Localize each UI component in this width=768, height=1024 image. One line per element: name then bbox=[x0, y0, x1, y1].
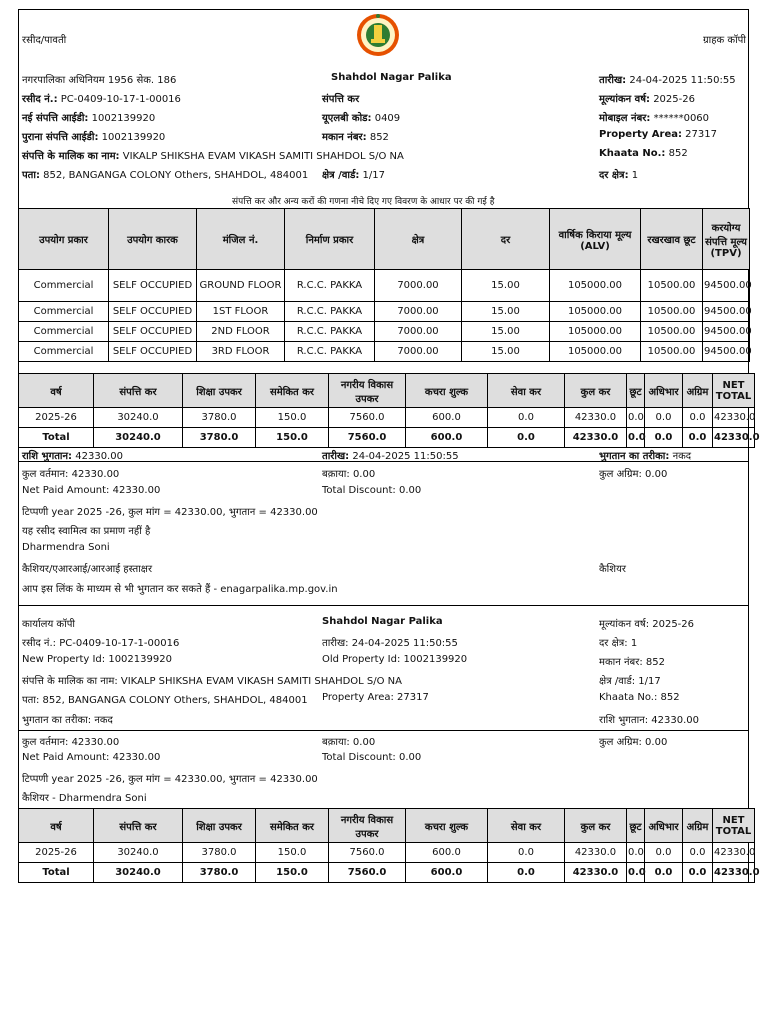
assessment-year-field: मूल्यांकन वर्ष: 2025-26 bbox=[599, 94, 695, 105]
table-cell: 105000.00 bbox=[550, 342, 641, 362]
table-cell: 7000.00 bbox=[375, 302, 462, 322]
divider bbox=[18, 730, 749, 731]
table-cell: 0.0 bbox=[645, 843, 683, 863]
org-name: Shahdol Nagar Palika bbox=[331, 72, 452, 83]
office-house-number: मकान नंबर: 852 bbox=[599, 657, 665, 668]
table-cell: 10500.00 bbox=[641, 322, 703, 342]
usage-header-cell: उपयोग प्रकार bbox=[19, 209, 109, 270]
table-cell: Commercial bbox=[19, 322, 109, 342]
tax-header-cell: संपत्ति कर bbox=[94, 809, 183, 843]
table-cell: 3780.0 bbox=[183, 843, 256, 863]
table-cell: 10500.00 bbox=[641, 342, 703, 362]
usage-table bbox=[18, 208, 750, 362]
table-cell: 3RD FLOOR bbox=[197, 342, 285, 362]
receipt-type-label: रसीद/पावती bbox=[22, 35, 67, 46]
tax-header-cell: समेकित कर bbox=[256, 809, 329, 843]
table-cell: 150.0 bbox=[256, 843, 329, 863]
table-cell: 0.0 bbox=[645, 408, 683, 428]
table-cell: 0.0 bbox=[683, 863, 713, 883]
table-cell: 10500.00 bbox=[641, 302, 703, 322]
table-row bbox=[19, 408, 755, 428]
table-cell: 2ND FLOOR bbox=[197, 322, 285, 342]
table-cell: R.C.C. PAKKA bbox=[285, 322, 375, 342]
tax-header-cell: कचरा शुल्क bbox=[406, 374, 488, 408]
table-cell: 42330.0 bbox=[713, 843, 755, 863]
table-cell: 0.0 bbox=[488, 843, 565, 863]
tax-header-cell: कुल कर bbox=[565, 374, 627, 408]
table-cell: 15.00 bbox=[462, 302, 550, 322]
table-cell: 0.0 bbox=[488, 863, 565, 883]
table-cell: 42330.0 bbox=[713, 408, 755, 428]
table-cell: 150.0 bbox=[256, 428, 329, 448]
payment-date-field: तारीख: 24-04-2025 11:50:55 bbox=[322, 451, 459, 462]
table-cell: 0.0 bbox=[683, 408, 713, 428]
table-cell: 0.0 bbox=[627, 408, 645, 428]
tax-header-cell: सेवा कर bbox=[488, 809, 565, 843]
tax-header-cell: NET TOTAL bbox=[713, 374, 755, 408]
arrear-field: बक़ाया: 0.00 bbox=[322, 469, 376, 480]
table-cell: 0.0 bbox=[627, 428, 645, 448]
table-cell: SELF OCCUPIED bbox=[109, 322, 197, 342]
table-cell: 42330.0 bbox=[565, 428, 627, 448]
divider bbox=[18, 461, 749, 462]
table-cell: 600.0 bbox=[406, 428, 488, 448]
table-cell: 150.0 bbox=[256, 408, 329, 428]
table-cell: 0.0 bbox=[488, 428, 565, 448]
office-current-total: कुल वर्तमान: 42330.00 bbox=[22, 737, 120, 748]
cashier-label: कैशियर bbox=[599, 564, 626, 575]
table-cell: Commercial bbox=[19, 270, 109, 302]
mp-emblem-logo bbox=[356, 13, 400, 57]
table-row bbox=[19, 270, 750, 302]
ulb-code-field: यूएलबी कोड: 0409 bbox=[322, 113, 401, 124]
table-cell: 30240.0 bbox=[94, 843, 183, 863]
office-ward: क्षेत्र /वार्ड: 1/17 bbox=[599, 676, 661, 687]
cashier-name: Dharmendra Soni bbox=[22, 542, 110, 553]
office-date: तारीख: 24-04-2025 11:50:55 bbox=[322, 638, 458, 649]
tax-table-header bbox=[19, 809, 755, 843]
table-row bbox=[19, 342, 750, 362]
total-row bbox=[19, 863, 755, 883]
table-cell: 600.0 bbox=[406, 843, 488, 863]
payment-mode-field: भुगतान का तरीका: नकद bbox=[599, 451, 692, 462]
usage-header-cell: रखरखाव छूट bbox=[641, 209, 703, 270]
tax-header-cell: छूट bbox=[627, 809, 645, 843]
office-net-paid: Net Paid Amount: 42330.00 bbox=[22, 752, 161, 763]
table-cell: 15.00 bbox=[462, 342, 550, 362]
table-cell: 7000.00 bbox=[375, 322, 462, 342]
mobile-field: मोबाइल नंबर: ******0060 bbox=[599, 113, 710, 124]
table-cell: 1ST FLOOR bbox=[197, 302, 285, 322]
tax-header-cell: वर्ष bbox=[19, 374, 94, 408]
tax-header-cell: अग्रिम bbox=[683, 809, 713, 843]
net-paid-amount: Net Paid Amount: 42330.00 bbox=[22, 485, 161, 496]
total-discount: Total Discount: 0.00 bbox=[322, 485, 422, 496]
section-divider bbox=[18, 605, 749, 606]
tax-header-cell: छूट bbox=[627, 374, 645, 408]
office-address: पता: 852, BANGANGA COLONY Others, SHAHDOL, 484001 bbox=[22, 695, 308, 706]
usage-header-cell: दर bbox=[462, 209, 550, 270]
office-old-property-id: Old Property Id: 1002139920 bbox=[322, 654, 468, 665]
table-cell: 42330.0 bbox=[713, 428, 755, 448]
table-cell: Commercial bbox=[19, 302, 109, 322]
owner-name-field: संपत्ति के मालिक का नाम: VIKALP SHIKSHA EVAM VIKASH SAMITI SHAHDOL S/O NA bbox=[22, 151, 404, 162]
office-payment-mode: भुगतान का तरीका: नकद bbox=[22, 715, 113, 726]
usage-header-cell: मंजिल नं. bbox=[197, 209, 285, 270]
usage-header-cell: क्षेत्र bbox=[375, 209, 462, 270]
table-cell: Total bbox=[19, 863, 94, 883]
tax-header-cell: शिक्षा उपकर bbox=[183, 809, 256, 843]
khaata-field: Khaata No.: 852 bbox=[599, 148, 688, 159]
table-cell: 600.0 bbox=[406, 408, 488, 428]
table-row bbox=[19, 302, 750, 322]
table-cell: 30240.0 bbox=[94, 408, 183, 428]
tax-header-cell: अग्रिम bbox=[683, 374, 713, 408]
tax-header-cell: नगरीय विकास उपकर bbox=[329, 374, 406, 408]
office-assessment-year: मूल्यांकन वर्ष: 2025-26 bbox=[599, 619, 695, 630]
address-field: पता: 852, BANGANGA COLONY Others, SHAHDOL, 484001 bbox=[22, 170, 309, 181]
tax-header-cell: समेकित कर bbox=[256, 374, 329, 408]
table-cell: 3780.0 bbox=[183, 863, 256, 883]
rate-zone-field: दर क्षेत्र: 1 bbox=[599, 170, 639, 181]
table-cell: Commercial bbox=[19, 342, 109, 362]
table-cell: R.C.C. PAKKA bbox=[285, 270, 375, 302]
office-copy-label: कार्यालय कॉपी bbox=[22, 619, 75, 630]
table-cell: 105000.00 bbox=[550, 270, 641, 302]
tax-header-cell: सेवा कर bbox=[488, 374, 565, 408]
table-cell: 0.0 bbox=[683, 843, 713, 863]
table-cell: 7000.00 bbox=[375, 270, 462, 302]
table-cell: 7560.0 bbox=[329, 843, 406, 863]
table-cell: 2025-26 bbox=[19, 408, 94, 428]
table-cell: 7560.0 bbox=[329, 863, 406, 883]
table-cell: 15.00 bbox=[462, 270, 550, 302]
table-cell: 600.0 bbox=[406, 863, 488, 883]
table-cell: 105000.00 bbox=[550, 322, 641, 342]
usage-header-cell: करयोग्य संपत्ति मूल्य (TPV) bbox=[703, 209, 750, 270]
table-cell: Total bbox=[19, 428, 94, 448]
receipt-number-field: रसीद नं.: PC-0409-10-17-1-00016 bbox=[22, 94, 181, 105]
table-cell: R.C.C. PAKKA bbox=[285, 342, 375, 362]
tax-header-cell: कुल कर bbox=[565, 809, 627, 843]
table-cell: SELF OCCUPIED bbox=[109, 342, 197, 362]
remark: टिप्पणी year 2025 -26, कुल मांग = 42330.00, भुगतान = 42330.00 bbox=[22, 507, 318, 518]
office-advance: कुल अग्रिम: 0.00 bbox=[599, 737, 668, 748]
table-cell: 30240.0 bbox=[94, 863, 183, 883]
table-cell: 2025-26 bbox=[19, 843, 94, 863]
signature-label: कैशियर/एआरआई/आरआई हस्ताक्षर bbox=[22, 564, 153, 575]
table-cell: 7560.0 bbox=[329, 408, 406, 428]
table-cell: SELF OCCUPIED bbox=[109, 302, 197, 322]
table-cell: GROUND FLOOR bbox=[197, 270, 285, 302]
office-khaata: Khaata No.: 852 bbox=[599, 692, 680, 703]
calculation-note: संपत्ति कर और अन्य करों की गणना नीचे दिए गए विवरण के आधार पर की गई है bbox=[232, 197, 495, 207]
table-cell: 42330.0 bbox=[565, 863, 627, 883]
table-cell: 0.0 bbox=[683, 428, 713, 448]
office-receipt-number: रसीद नं.: PC-0409-10-17-1-00016 bbox=[22, 638, 180, 649]
tax-header-cell: नगरीय विकास उपकर bbox=[329, 809, 406, 843]
advance-field: कुल अग्रिम: 0.00 bbox=[599, 469, 668, 480]
usage-header-cell: वार्षिक किराया मूल्य (ALV) bbox=[550, 209, 641, 270]
new-property-id-field: नई संपत्ति आईडी: 1002139920 bbox=[22, 113, 156, 124]
table-cell: 94500.00 bbox=[703, 302, 750, 322]
table-cell: R.C.C. PAKKA bbox=[285, 302, 375, 322]
office-remark: टिप्पणी year 2025 -26, कुल मांग = 42330.00, भुगतान = 42330.00 bbox=[22, 774, 318, 785]
house-number-field: मकान नंबर: 852 bbox=[322, 132, 389, 143]
office-arrear: बक़ाया: 0.00 bbox=[322, 737, 376, 748]
office-org-name: Shahdol Nagar Palika bbox=[322, 616, 443, 627]
table-cell: 0.0 bbox=[627, 843, 645, 863]
tax-header-cell: NET TOTAL bbox=[713, 809, 755, 843]
tax-type: संपत्ति कर bbox=[322, 94, 360, 105]
usage-header-cell: उपयोग कारक bbox=[109, 209, 197, 270]
table-cell: SELF OCCUPIED bbox=[109, 270, 197, 302]
table-cell: 30240.0 bbox=[94, 428, 183, 448]
table-cell: 0.0 bbox=[627, 863, 645, 883]
tax-header-cell: अधिभार bbox=[645, 374, 683, 408]
ownership-disclaimer: यह रसीद स्वामित्व का प्रमाण नहीं है bbox=[22, 526, 151, 537]
ward-field: क्षेत्र /वार्ड: 1/17 bbox=[322, 170, 385, 181]
tax-header-cell: शिक्षा उपकर bbox=[183, 374, 256, 408]
office-tax-table bbox=[18, 808, 760, 883]
tax-table bbox=[18, 373, 760, 448]
table-cell: 42330.0 bbox=[713, 863, 755, 883]
office-rate-zone: दर क्षेत्र: 1 bbox=[599, 638, 638, 649]
office-amount-paid: राशि भुगतान: 42330.00 bbox=[599, 715, 700, 726]
table-cell: 3780.0 bbox=[183, 428, 256, 448]
table-cell: 15.00 bbox=[462, 322, 550, 342]
tax-header-cell: संपत्ति कर bbox=[94, 374, 183, 408]
tax-header-cell: वर्ष bbox=[19, 809, 94, 843]
usage-table-header bbox=[19, 209, 750, 270]
table-cell: 10500.00 bbox=[641, 270, 703, 302]
usage-header-cell: निर्माण प्रकार bbox=[285, 209, 375, 270]
table-cell: 7000.00 bbox=[375, 342, 462, 362]
table-cell: 42330.0 bbox=[565, 408, 627, 428]
property-area-field: Property Area: 27317 bbox=[599, 129, 717, 140]
current-total-field: कुल वर्तमान: 42330.00 bbox=[22, 469, 120, 480]
date-field: तारीख: 24-04-2025 11:50:55 bbox=[599, 75, 736, 86]
table-cell: 94500.00 bbox=[703, 342, 750, 362]
office-discount: Total Discount: 0.00 bbox=[322, 752, 422, 763]
table-cell: 3780.0 bbox=[183, 408, 256, 428]
table-cell: 105000.00 bbox=[550, 302, 641, 322]
table-cell: 0.0 bbox=[645, 428, 683, 448]
tax-header-cell: कचरा शुल्क bbox=[406, 809, 488, 843]
copy-type-label: ग्राहक कॉपी bbox=[703, 35, 746, 46]
tax-header-cell: अधिभार bbox=[645, 809, 683, 843]
act-reference: नगरपालिका अधिनियम 1956 सेक. 186 bbox=[22, 75, 177, 86]
old-property-id-field: पुराना संपत्ति आईडी: 1002139920 bbox=[22, 132, 166, 143]
office-owner-name: संपत्ति के मालिक का नाम: VIKALP SHIKSHA EVAM VIKASH SAMITI SHAHDOL S/O NA bbox=[22, 676, 402, 687]
payment-link-note: आप इस लिंक के माध्यम से भी भुगतान कर सकते हैं - enagarpalika.mp.gov.in bbox=[22, 584, 338, 595]
table-row bbox=[19, 843, 755, 863]
total-row bbox=[19, 428, 755, 448]
table-row bbox=[19, 322, 750, 342]
office-new-property-id: New Property Id: 1002139920 bbox=[22, 654, 172, 665]
office-cashier: कैशियर - Dharmendra Soni bbox=[22, 793, 147, 804]
tax-table-header bbox=[19, 374, 755, 408]
office-property-area: Property Area: 27317 bbox=[322, 692, 429, 703]
amount-paid-field: राशि भुगतान: 42330.00 bbox=[22, 451, 123, 462]
table-cell: 94500.00 bbox=[703, 270, 750, 302]
table-cell: 0.0 bbox=[488, 408, 565, 428]
table-cell: 94500.00 bbox=[703, 322, 750, 342]
table-cell: 0.0 bbox=[645, 863, 683, 883]
table-cell: 42330.0 bbox=[565, 843, 627, 863]
table-cell: 7560.0 bbox=[329, 428, 406, 448]
table-cell: 150.0 bbox=[256, 863, 329, 883]
